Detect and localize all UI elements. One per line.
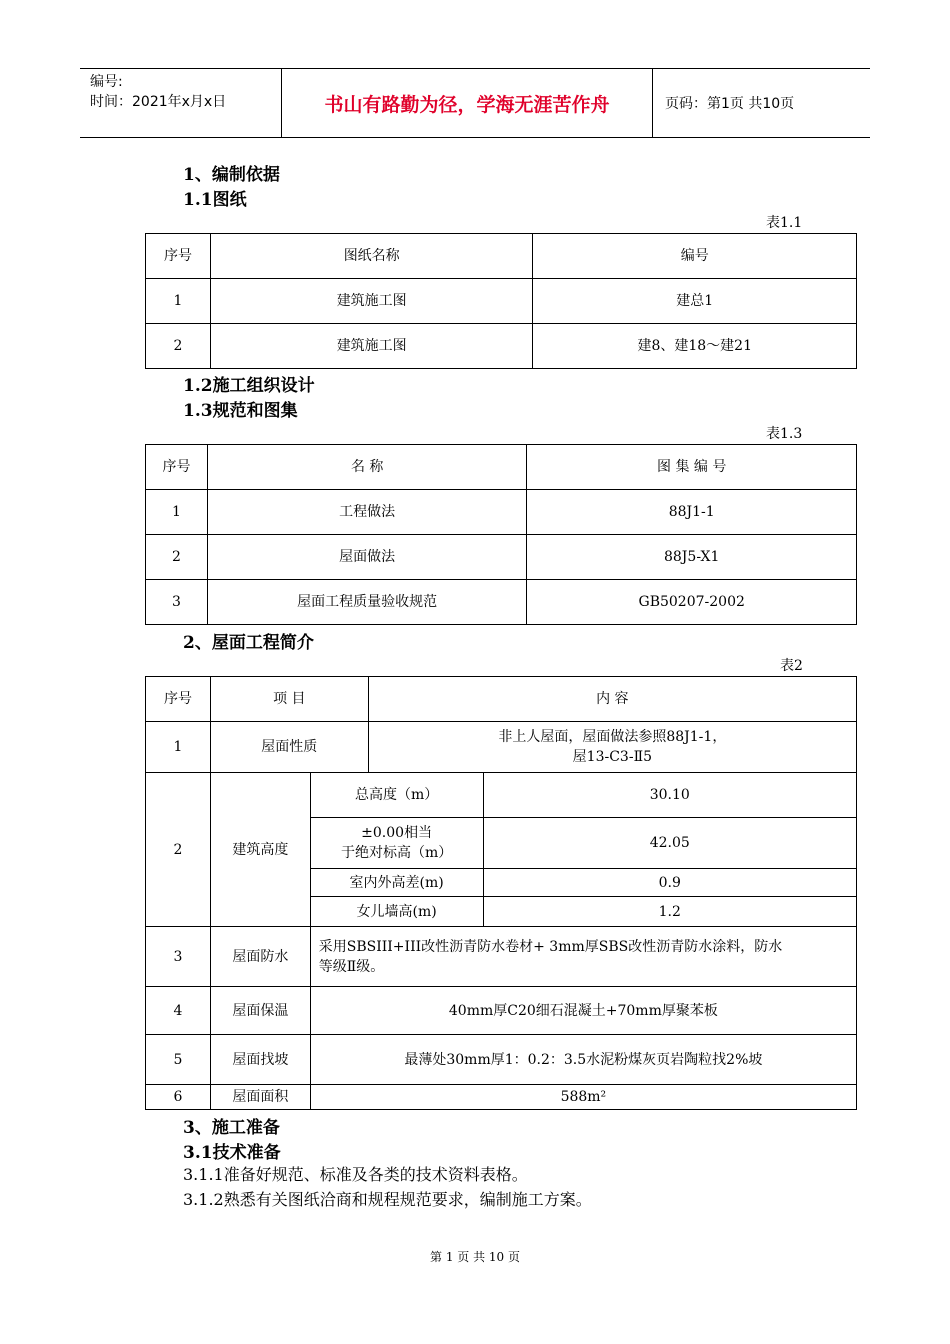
table-cell: 屋面防水 [210, 927, 310, 987]
table-row [146, 535, 857, 580]
table-cell: 1 [146, 490, 208, 535]
cell-line: 非上人屋面，屋面做法参照88J1-1， [498, 729, 727, 745]
section-3-title: 3、施工准备 [183, 1118, 280, 1138]
table-row [146, 580, 857, 625]
table-row [146, 279, 857, 324]
section-2-title: 2、屋面工程简介 [183, 633, 314, 653]
table-cell: 1.2 [483, 897, 856, 927]
header-meta [80, 69, 282, 137]
table-row [146, 324, 857, 369]
cell-line: 屋13-C3-Ⅱ5 [572, 749, 652, 765]
table-cell: 屋面保温 [210, 987, 310, 1035]
table-cell: 4 [146, 987, 211, 1035]
table-cell: 42.05 [483, 818, 856, 869]
table-header-row [146, 234, 857, 279]
table-cell: 1 [146, 722, 211, 773]
header-cell: 编号 [533, 234, 857, 279]
header-cell: 名 称 [207, 445, 527, 490]
table-1-3 [145, 444, 857, 625]
table-cell: 3 [146, 927, 211, 987]
cell-line: 采用SBSIII+III改性沥青防水卷材+ 3mm厚SBS改性沥青防水涂料，防水 [318, 938, 783, 955]
table-cell: 屋面找坡 [210, 1035, 310, 1085]
table-cell [310, 818, 483, 869]
table-2-caption: 表2 [780, 658, 803, 674]
table-2 [145, 676, 857, 1110]
table-row [146, 1085, 857, 1110]
cell-line: ±0.00相当 [361, 825, 433, 841]
table-cell: 1 [146, 279, 211, 324]
table-cell: 40mm厚C20细石混凝土+70mm厚聚苯板 [310, 987, 856, 1035]
header-cell: 序号 [146, 677, 211, 722]
table-cell: 588m² [310, 1085, 856, 1110]
header-page-info: 页码：第1页 共10页 [665, 96, 795, 112]
table-row [146, 927, 857, 987]
table-cell: 88J1-1 [527, 490, 857, 535]
page-footer: 第 1 页 共 10 页 [430, 1250, 520, 1264]
table-cell: GB50207-2002 [527, 580, 857, 625]
table-header-row [146, 445, 857, 490]
table-cell: 2 [146, 535, 208, 580]
table-1-1 [145, 233, 857, 369]
table-1-1-caption: 表1.1 [766, 215, 803, 231]
table-cell: 5 [146, 1035, 211, 1085]
header-cell: 内 容 [368, 677, 856, 722]
doc-number-label: 编号: [90, 74, 123, 90]
table-row [146, 773, 857, 818]
header-cell: 序号 [146, 234, 211, 279]
header-motto: 书山有路勤为径，学海无涯苦作舟 [282, 69, 653, 137]
header-cell: 序号 [146, 445, 208, 490]
header-cell: 图纸名称 [210, 234, 533, 279]
table-cell: 建总1 [533, 279, 857, 324]
doc-time: 时间：2021年x月x日 [90, 94, 227, 110]
table-cell: 屋面性质 [210, 722, 368, 773]
table-cell: 女儿墙高(m) [310, 897, 483, 927]
table-cell: 屋面做法 [207, 535, 527, 580]
table-cell: 室内外高差(m) [310, 869, 483, 897]
cell-line: 等级Ⅱ级。 [318, 958, 385, 975]
cell-line: 于绝对标高（m） [340, 845, 453, 861]
table-cell: 屋面面积 [210, 1085, 310, 1110]
table-cell: 88J5-X1 [527, 535, 857, 580]
table-cell: 3 [146, 580, 208, 625]
table-cell: 6 [146, 1085, 211, 1110]
table-cell: 30.10 [483, 773, 856, 818]
table-row [146, 1035, 857, 1085]
table-cell: 建筑施工图 [210, 279, 533, 324]
section-1-1-title: 1.1图纸 [183, 190, 247, 210]
table-1-3-caption: 表1.3 [766, 426, 803, 442]
section-1-title: 1、编制依据 [183, 165, 280, 185]
table-cell: 0.9 [483, 869, 856, 897]
section-1-3-title: 1.3规范和图集 [183, 401, 298, 421]
table-header-row [146, 677, 857, 722]
table-row [146, 490, 857, 535]
table-cell: 2 [146, 324, 211, 369]
header-cell: 图 集 编 号 [527, 445, 857, 490]
section-3-1-title: 3.1技术准备 [183, 1143, 281, 1163]
table-row [146, 987, 857, 1035]
table-cell [310, 927, 856, 987]
table-cell [368, 722, 856, 773]
table-cell: 工程做法 [207, 490, 527, 535]
table-cell: 2 [146, 773, 211, 927]
paragraph-3-1-2: 3.1.2熟悉有关图纸洽商和规程规范要求，编制施工方案。 [183, 1190, 592, 1209]
table-cell: 建8、建18～建21 [533, 324, 857, 369]
section-1-2-title: 1.2施工组织设计 [183, 376, 315, 396]
table-cell: 建筑施工图 [210, 324, 533, 369]
page-header [80, 68, 870, 138]
table-cell: 建筑高度 [210, 773, 310, 927]
table-cell: 最薄处30mm厚1：0.2：3.5水泥粉煤灰页岩陶粒找2%坡 [310, 1035, 856, 1085]
paragraph-3-1-1: 3.1.1准备好规范、标准及各类的技术资料表格。 [183, 1165, 528, 1184]
table-row [146, 722, 857, 773]
table-cell: 屋面工程质量验收规范 [207, 580, 527, 625]
header-cell: 项 目 [210, 677, 368, 722]
table-cell: 总高度（m） [310, 773, 483, 818]
